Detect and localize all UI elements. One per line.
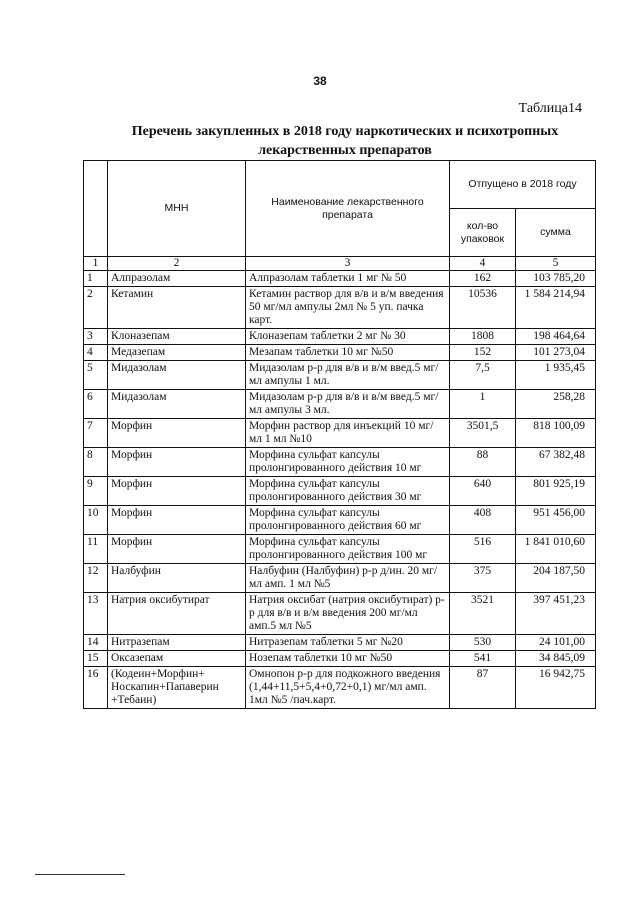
cell-sum: 198 464,64 [516,329,596,345]
table-row [84,667,596,709]
footnote-divider [35,874,125,875]
cell-n: 16 [84,667,108,709]
cell-sum: 16 942,75 [516,667,596,709]
cell-n: 13 [84,593,108,635]
cell-sum: 101 273,04 [516,345,596,361]
cell-name: Морфина сульфат капсулы пролонгированного действия 60 мг [246,506,450,535]
page-number: 38 [313,74,327,88]
cell-n: 15 [84,651,108,667]
cell-n: 8 [84,448,108,477]
table-row [84,390,596,419]
cell-n: 7 [84,419,108,448]
cell-sum: 34 845,09 [516,651,596,667]
cell-sum: 67 382,48 [516,448,596,477]
cell-name: Алпразолам таблетки 1 мг № 50 [246,271,450,287]
column-number: 2 [108,257,246,271]
cell-name: Мидазолам р-р для в/в и в/м введ.5 мг/мл ампулы 1 мл. [246,361,450,390]
header-mnn: МНН [108,161,246,257]
cell-name: Мидазолам р-р для в/в и в/м введ.5 мг/мл ампулы 3 мл. [246,390,450,419]
cell-n: 14 [84,635,108,651]
table-row [84,635,596,651]
cell-qty: 152 [450,345,516,361]
document-title [80,122,610,160]
cell-sum: 818 100,09 [516,419,596,448]
table-row [84,535,596,564]
cell-n: 3 [84,329,108,345]
cell-sum: 24 101,00 [516,635,596,651]
cell-name: Мезапам таблетки 10 мг №50 [246,345,450,361]
table-label: Таблица14 [518,101,582,116]
table-row [84,593,596,635]
cell-qty: 516 [450,535,516,564]
table-row [84,329,596,345]
header-released: Отпущено в 2018 году [450,161,596,209]
cell-sum: 397 451,23 [516,593,596,635]
cell-qty: 375 [450,564,516,593]
cell-n: 4 [84,345,108,361]
cell-n: 2 [84,287,108,329]
table-row [84,271,596,287]
cell-name: Морфина сульфат капсулы пролонгированного действия 10 мг [246,448,450,477]
cell-name: Нитразепам таблетки 5 мг №20 [246,635,450,651]
cell-n: 1 [84,271,108,287]
cell-qty: 1808 [450,329,516,345]
cell-mnn: Оксазепам [108,651,246,667]
cell-mnn: Налбуфин [108,564,246,593]
drugs-table [83,160,596,709]
cell-qty: 640 [450,477,516,506]
cell-qty: 7,5 [450,361,516,390]
cell-mnn: Алпразолам [108,271,246,287]
header-name: Наименование лекарственного препарата [246,161,450,257]
cell-name: Кетамин раствор для в/в и в/м введения 50 мг/мл ампулы 2мл № 5 уп. пачка карт. [246,287,450,329]
cell-qty: 1 [450,390,516,419]
column-number: 4 [450,257,516,271]
cell-mnn: Нитразепам [108,635,246,651]
cell-sum: 258,28 [516,390,596,419]
cell-sum: 801 925,19 [516,477,596,506]
table-row [84,361,596,390]
table-row [84,651,596,667]
cell-name: Морфин раствор для инъекций 10 мг/мл 1 мл №10 [246,419,450,448]
cell-mnn: Натрия оксибутират [108,593,246,635]
cell-sum: 1 935,45 [516,361,596,390]
cell-n: 10 [84,506,108,535]
cell-name: Клоназепам таблетки 2 мг № 30 [246,329,450,345]
table-row [84,564,596,593]
cell-sum: 204 187,50 [516,564,596,593]
cell-mnn: Кетамин [108,287,246,329]
cell-mnn: Морфин [108,535,246,564]
cell-mnn: Морфин [108,506,246,535]
cell-name: Морфина сульфат капсулы пролонгированного действия 100 мг [246,535,450,564]
title-line-2: лекарственных препаратов [258,143,432,158]
cell-qty: 541 [450,651,516,667]
cell-name: Морфина сульфат капсулы пролонгированного действия 30 мг [246,477,450,506]
cell-name: Налбуфин (Налбуфин) р-р д/ин. 20 мг/мл амп. 1 мл №5 [246,564,450,593]
header-empty-cell [84,161,108,257]
cell-name: Нозепам таблетки 10 мг №50 [246,651,450,667]
cell-qty: 10536 [450,287,516,329]
cell-name: Омнопон р-р для подкожного введения (1,44+11,5+5,4+0,72+0,1) мг/мл амп. 1мл №5 /пач.карт. [246,667,450,709]
cell-n: 6 [84,390,108,419]
column-number: 3 [246,257,450,271]
cell-qty: 408 [450,506,516,535]
cell-name: Натрия оксибат (натрия оксибутират) р-р для в/в и в/м введения 200 мг/мл амп.5 мл №5 [246,593,450,635]
table-row [84,287,596,329]
cell-n: 5 [84,361,108,390]
header-qty: кол-во упаковок [450,209,516,257]
table-row [84,419,596,448]
column-number: 1 [84,257,108,271]
cell-mnn: Медазепам [108,345,246,361]
cell-mnn: (Кодеин+Морфин+ Носкапин+Папаверин +Тебаин) [108,667,246,709]
cell-n: 9 [84,477,108,506]
cell-mnn: Мидазолам [108,390,246,419]
cell-mnn: Морфин [108,419,246,448]
cell-mnn: Клоназепам [108,329,246,345]
column-number: 5 [516,257,596,271]
cell-qty: 87 [450,667,516,709]
cell-qty: 88 [450,448,516,477]
cell-qty: 162 [450,271,516,287]
cell-qty: 530 [450,635,516,651]
cell-sum: 103 785,20 [516,271,596,287]
table-row [84,506,596,535]
cell-qty: 3501,5 [450,419,516,448]
title-line-1: Перечень закупленных в 2018 году наркотических и психотропных [131,124,559,139]
cell-mnn: Морфин [108,448,246,477]
cell-mnn: Мидазолам [108,361,246,390]
cell-qty: 3521 [450,593,516,635]
table-row [84,345,596,361]
cell-n: 12 [84,564,108,593]
table-row [84,477,596,506]
table-row [84,448,596,477]
cell-sum: 1 584 214,94 [516,287,596,329]
header-sum: сумма [516,209,596,257]
cell-sum: 951 456,00 [516,506,596,535]
cell-sum: 1 841 010,60 [516,535,596,564]
cell-mnn: Морфин [108,477,246,506]
cell-n: 11 [84,535,108,564]
